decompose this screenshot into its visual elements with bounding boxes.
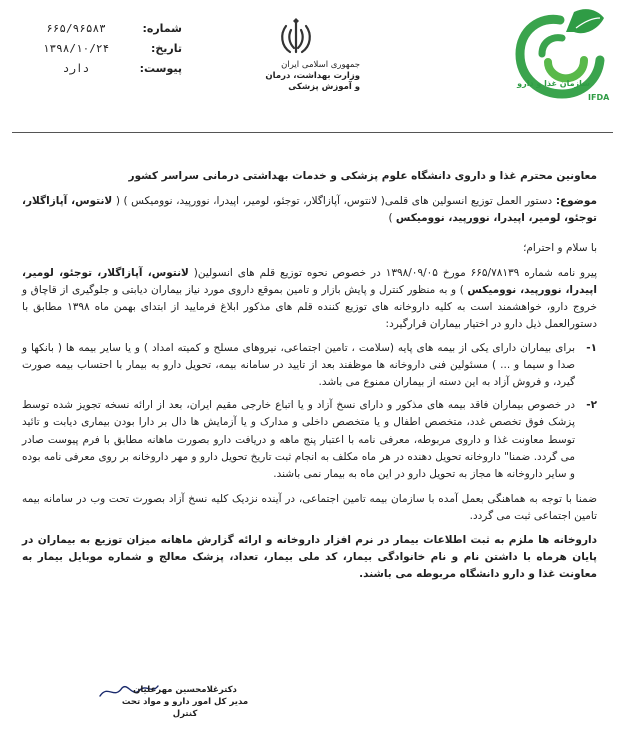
list-item bbox=[22, 340, 597, 392]
intro-bold: لانتوس، آپازاگلار، توجئو، لومیر، اپیدرا، نوورپید، نوومیکس bbox=[22, 266, 597, 297]
intro-paragraph bbox=[22, 265, 597, 334]
ministry-name bbox=[230, 60, 360, 93]
signatory-name: دکترغلامحسین مهرعلیان bbox=[133, 685, 237, 695]
subject-line bbox=[22, 193, 597, 227]
letter-attachment-value: دارد bbox=[62, 61, 90, 75]
letter-date-row bbox=[22, 38, 182, 58]
letterhead bbox=[0, 0, 621, 128]
list-item-number: ۱- bbox=[586, 341, 597, 354]
ifda-logo-en-text: IFDA bbox=[588, 93, 610, 102]
iran-emblem-icon bbox=[278, 18, 314, 58]
letter-attachment-label: پیوست: bbox=[139, 61, 182, 75]
letter-body bbox=[22, 168, 597, 583]
intro-text-1: پیرو نامه شماره ۶۶۵/۷۸۱۳۹ مورخ ۱۳۹۸/۰۹/۰۵ در خصوص نحوه توزیع قلم های انسولین( bbox=[193, 266, 598, 279]
list-item-text: برای بیماران دارای یکی از بیمه های پایه (سلامت ، تامین اجتماعی، نیروهای مسلح و کمیته امداد ) و یا سایر بیمه ها ( بانکها و صدا و سیما و ... ) مسئولین فنی داروخانه ها موظفند بعد از تایید در سامانه بیمه، تحویل دارو به بیمار با احتساب بیمه صورت گیرد، و فروش آزاد به این دسته از بیماران ممنوع می باشد. bbox=[22, 341, 575, 389]
subject-label: موضوع: bbox=[555, 195, 597, 208]
subject-bold: لانتوس، آپازاگلار، توجئو، لومیر، اپیدرا، نوورپید، نوومیکس bbox=[22, 195, 597, 225]
final-paragraph: داروخانه ها ملزم به ثبت اطلاعات بیمار در نرم افزار داروخانه و ارائه گزارش ماهانه میزان توزیع به بیماران در پایان هرماه با داشتن نام و نام خانوادگی بیمار، کد ملی بیمار، تعداد، پزشک معالج و شماره موبایل بیمار به معاونت غذا و دارو دانشگاه مربوطه می باشند. bbox=[22, 533, 597, 581]
subject-text: دستور العمل توزیع انسولین های قلمی( لانتوس، آپازاگلار، توجئو، لومیر، اپیدرا، نوورپید، نوومیکس ) ( bbox=[115, 195, 553, 208]
letter-number-label: شماره: bbox=[142, 21, 182, 35]
signature-block bbox=[110, 684, 260, 720]
ministry-line-1: جمهوری اسلامی ایران bbox=[281, 60, 360, 70]
list-item-text: در خصوص بیماران فاقد بیمه های مذکور و دارای نسخ آزاد و یا اتباع خارجی مقیم ایران، بعد از ارائه نسخه تجویز شده توسط پزشک فوق تخصص غدد، متخصص اطفال و یا متخصص داخلی و مدارک و یا آزمایش ها دال بر دارا بودن بیماری دیابت و تائید توسط معاونت غذا و داروی مربوطه، معرفی نامه با اعتبار پنج ماهه و دریافت دارو بصورت ماهانه مطابق با فرم پیوست صادر می گردد. ضمنا" داروخانه تحویل دهنده در هر ماه مکلف به انجام ثبت تاریخ تحویل دارو و مهر داروخانه بر روی معرفی نامه بوده و سایر داروخانه ها مجاز به تحویل دارو در این ماه به بیمار نمی باشند. bbox=[22, 399, 575, 481]
letter-number-row bbox=[22, 18, 182, 38]
recipient-line: معاونین محترم غذا و داروی دانشگاه علوم پزشکی و خدمات بهداشتی درمانی سراسر کشور bbox=[128, 170, 597, 182]
list-item bbox=[22, 397, 597, 483]
letter-date-label: تاریخ: bbox=[150, 41, 182, 55]
letter-date-value: ۱۳۹۸/۱۰/۲۴ bbox=[42, 41, 110, 55]
header-divider bbox=[12, 132, 613, 133]
letter-number-value: ۶۶۵/۹۶۵۸۳ bbox=[46, 21, 106, 35]
ifda-logo-fa-text: سازمان غذا و دارو bbox=[517, 79, 590, 88]
salutation: با سلام و احترام؛ bbox=[523, 241, 597, 254]
subject-end: ) bbox=[388, 212, 393, 225]
ministry-line-3: و آموزش پزشکی bbox=[288, 82, 360, 92]
signatory-title: مدیر کل امور دارو و مواد تحت کنترل bbox=[121, 697, 249, 719]
list-item-number: ۲- bbox=[586, 399, 597, 412]
letter-attachment-row bbox=[22, 58, 182, 78]
ifda-logo-icon bbox=[500, 2, 616, 124]
intro-text-2: ) و به منظور کنترل و پایش بازار و تامین بموقع داروی مورد نیاز بیماران دیابتی و جلوگیری از قاچاق و خروج دارو، خواهشمند است به کلیه داروخانه های توزیع کننده قلم های مذکور ابلاغ فرمایید از ابتدای بهمن ماه ۱۳۹۸ مطابق با دستورالعمل ذیل دارو در اختیار بیماران قرارگیرد: bbox=[22, 284, 597, 331]
ministry-line-2: وزارت بهداشت، درمان bbox=[265, 71, 360, 81]
letter-meta bbox=[22, 18, 182, 78]
closing-paragraph: ضمنا با توجه به هماهنگی بعمل آمده با سازمان بیمه تامین اجتماعی، در آینده نزدیک کلیه نسخ آزاد بصورت تحت وب در سامانه بیمه تامین اجتماعی ثبت می گردد. bbox=[22, 493, 597, 523]
